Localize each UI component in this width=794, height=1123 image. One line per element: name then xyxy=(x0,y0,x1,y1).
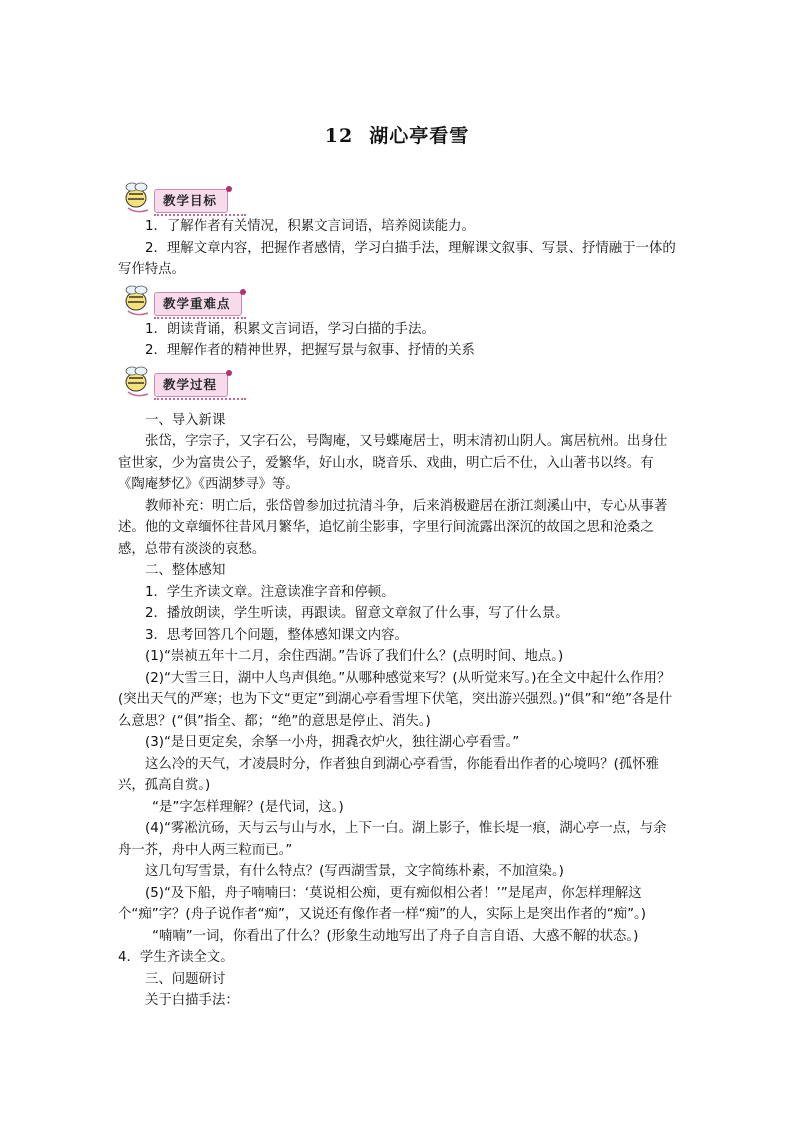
paragraph: 这几句写雪景，有什么特点？(写西湖雪景，文字简练朴素，不加渲染。) xyxy=(145,864,564,879)
subheading: 一、导入新课 xyxy=(145,412,226,428)
bee-icon xyxy=(118,178,158,218)
paragraph: 张岱，字宗子，又字石公，号陶庵，又号蝶庵居士，明末清初山阴人。寓居杭州。出身仕宦世家，少为富贵公子，爱繁华，好山水，晓音乐、戏曲，明亡后不仕，入山著书以终。有《陶庵梦忆》《西湖梦寻》等。 xyxy=(118,434,668,492)
paragraph: “喃喃”一词，你看出了什么？(形象生动地写出了舟子自言自语、大惑不解的状态。) xyxy=(152,928,639,944)
paragraph: 1．学生齐读文章。注意读准字音和停顿。 xyxy=(145,584,395,600)
list-item: 1．了解作者有关情况，积累文言词语，培养阅读能力。 xyxy=(145,219,475,234)
paragraph: 关于白描手法： xyxy=(145,993,239,1008)
paragraph: (1)“崇祯五年十二月，余住西湖。”告诉了我们什么？(点明时间、地点。) xyxy=(145,649,564,664)
subheading: 三、问题研讨 xyxy=(145,971,226,987)
divider xyxy=(154,214,246,216)
paragraph: 3．思考回答几个问题，整体感知课文内容。 xyxy=(145,627,408,643)
paragraph: (4)“雾凇沆砀，天与云与山与水，上下一白。湖上影子，惟长堤一痕，湖心亭一点，与余舟一芥，舟中人两三粒而已。” xyxy=(118,821,667,858)
paragraph: (2)“大雪三日，湖中人鸟声俱绝。”从哪种感觉来写？(从听觉来写。)在全文中起什么作用？(突出天气的严寒；也为下文“更定”到湖心亭看雪埋下伏笔，突出游兴强烈。)“俱”和“绝”各是什么意思？(“俱”指全、都；“绝”的意思是停止、消失。) xyxy=(118,670,673,729)
paragraph: 教师补充：明亡后，张岱曾参加过抗清斗争，后来消极避居在浙江剡溪山中，专心从事著述。他的文章缅怀往昔风月繁华，追忆前尘影事，字里行间流露出深沉的故国之思和沧桑之感，总带有淡淡的哀愁。 xyxy=(118,498,668,557)
bee-icon xyxy=(118,281,158,321)
lesson-number: 12 xyxy=(324,125,354,147)
section-label-goals: 教学目标 xyxy=(154,189,228,213)
paragraph: (3)“是日更定矣，余拏一小舟，拥毳衣炉火，独往湖心亭看雪。” xyxy=(145,735,520,750)
lesson-title: 湖心亭看雪 xyxy=(369,125,470,147)
bee-icon xyxy=(118,362,158,402)
section-label-process: 教学过程 xyxy=(154,373,228,397)
section-header-difficulties xyxy=(118,281,676,319)
divider xyxy=(154,398,246,400)
paragraph: (5)“及下船，舟子喃喃曰：‘莫说相公痴，更有痴似相公者！’”是尾声，你怎样理解这个“痴”字？(舟子说作者“痴”，又说还有像作者一样“痴”的人，实际上是突出作者的“痴”。) xyxy=(118,885,646,922)
paragraph: “是”字怎样理解？(是代词，这。) xyxy=(152,799,344,815)
section-header-goals xyxy=(118,178,676,216)
divider xyxy=(154,317,246,319)
page-title xyxy=(0,121,794,148)
section-label-difficulties: 教学重难点 xyxy=(154,292,242,316)
subheading: 二、整体感知 xyxy=(145,563,226,578)
document-body xyxy=(118,178,676,1012)
list-item: 2．理解文章内容，把握作者感情，学习白描手法，理解课文叙事、写景、抒情融于一体的写作特点。 xyxy=(118,240,676,277)
paragraph: 这么冷的天气，才凌晨时分，作者独自到湖心亭看雪，你能看出作者的心境吗？(孤怀雅兴，孤高自赏。) xyxy=(118,756,660,793)
section-header-process xyxy=(118,362,676,400)
list-item: 2．理解作者的精神世界，把握写景与叙事、抒情的关系 xyxy=(145,343,475,358)
paragraph: 4．学生齐读全文。 xyxy=(118,950,234,965)
paragraph: 2．播放朗读，学生听读，再跟读。留意文章叙了什么事，写了什么景。 xyxy=(145,606,569,621)
list-item: 1．朗读背诵，积累文言词语，学习白描的手法。 xyxy=(145,321,435,337)
